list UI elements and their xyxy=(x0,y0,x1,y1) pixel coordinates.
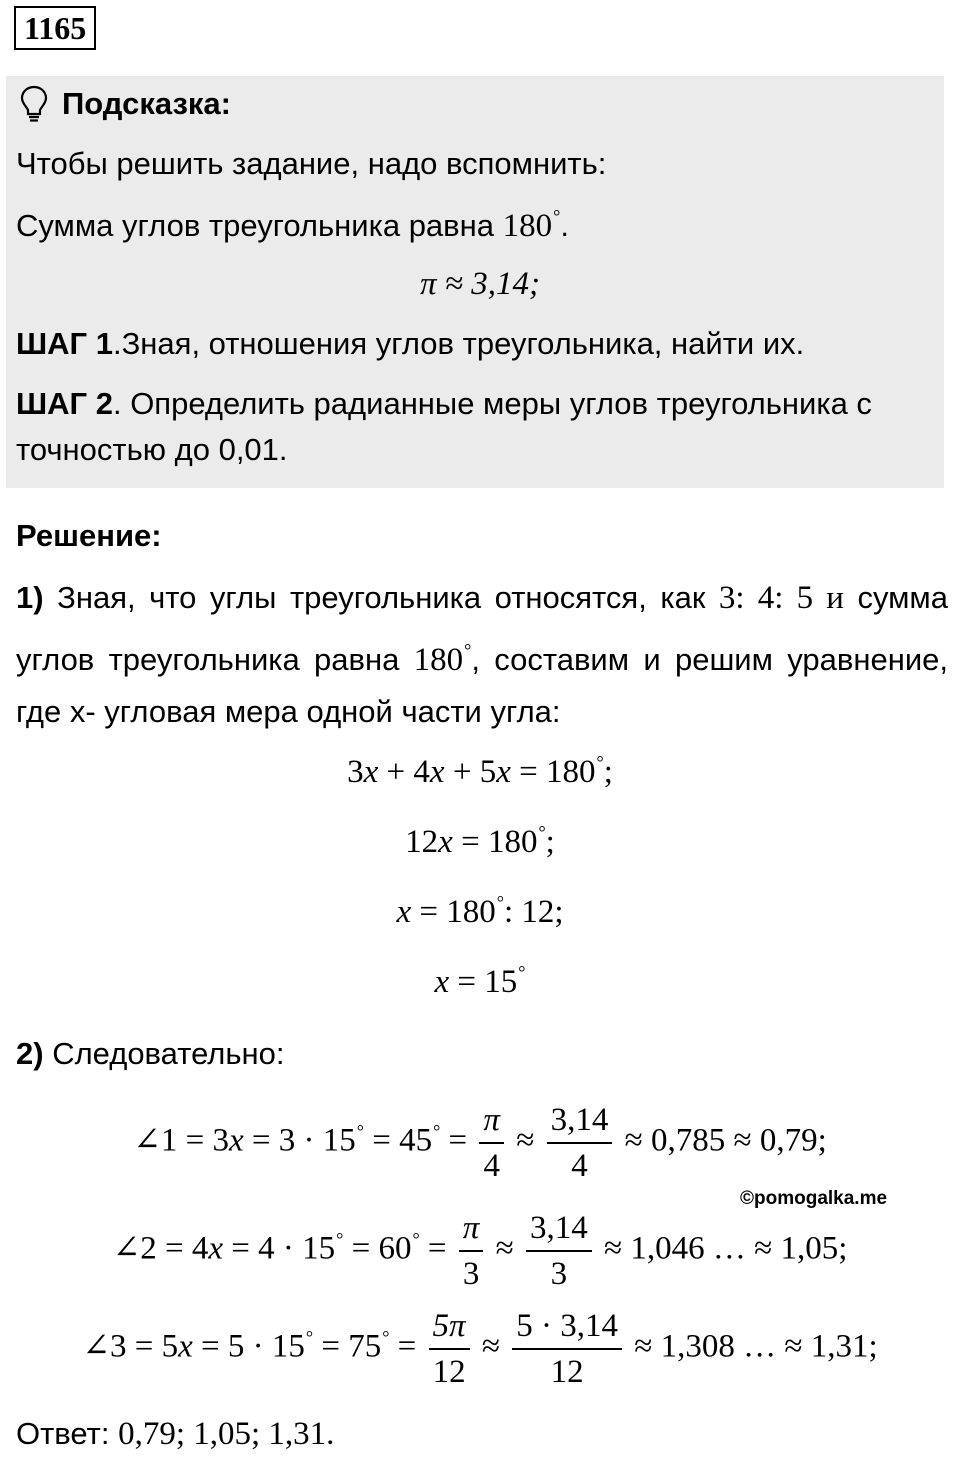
eq-part: = 5 · 15 xyxy=(192,1328,305,1365)
p1-text-c: , составим и решим уравнение, где х- угловая мера одной части угла: xyxy=(16,642,948,729)
degree-sign: ° xyxy=(382,1326,390,1347)
equation-1 xyxy=(0,752,960,791)
fraction xyxy=(459,1206,484,1296)
eq-var: x xyxy=(434,964,450,1000)
eq-part: = 45 xyxy=(363,1122,433,1159)
degree-sign: ° xyxy=(496,892,504,912)
numerator: 5π xyxy=(432,1308,466,1344)
answer-label: Ответ: xyxy=(16,1416,119,1451)
eq-part: ≈ 1,308 … ≈ 1,31; xyxy=(625,1328,878,1365)
eq-part: = 180 xyxy=(510,754,596,790)
equation-4 xyxy=(0,962,960,1001)
hint-line2-text: Сумма углов треугольника равна xyxy=(16,208,503,243)
eq-part: = xyxy=(389,1328,425,1365)
task-number: 1165 xyxy=(14,6,96,50)
hint-step2-cont: точностью до 0,01. xyxy=(16,432,288,467)
solution-paragraph-2 xyxy=(16,1036,285,1072)
fraction xyxy=(526,1206,592,1296)
denominator: 12 xyxy=(429,1348,470,1394)
eq-part: ∠1 = 3 xyxy=(133,1122,229,1159)
answer xyxy=(16,1416,334,1453)
eq-part: : 12; xyxy=(503,894,564,930)
degree-sign: ° xyxy=(518,962,526,982)
answer-value: 0,79; 1,05; 1,31. xyxy=(118,1416,335,1452)
equation-3 xyxy=(0,892,960,931)
eq-part: ≈ xyxy=(487,1230,522,1267)
eq-var: x xyxy=(208,1230,224,1267)
eq-part: 3 xyxy=(347,754,364,790)
eq-part: = 180 xyxy=(411,894,496,930)
eq-part: = 4 · 15 xyxy=(223,1230,336,1267)
eq-part: ≈ xyxy=(473,1328,509,1365)
eq-part: ∠2 = 4 xyxy=(112,1230,209,1267)
degree-sign: ° xyxy=(336,1228,344,1249)
eq-part: + 5 xyxy=(444,754,497,790)
eq-part: 12 xyxy=(405,824,439,860)
angle-1-equation xyxy=(0,1098,960,1188)
degree-sign: ° xyxy=(305,1326,314,1347)
solution-paragraph-1 xyxy=(16,572,948,738)
angle-3-equation xyxy=(0,1304,960,1394)
fraction xyxy=(479,1098,504,1188)
hint-line1: Чтобы решить задание, надо вспомнить: xyxy=(16,146,607,181)
lightbulb-icon xyxy=(18,84,50,124)
hint-title: Подсказка: xyxy=(62,86,231,121)
eq-part: = 15 xyxy=(449,964,518,1000)
eq-part: ; xyxy=(545,824,555,860)
p1-text-b: сумма углов треугольника равна xyxy=(16,580,948,677)
eq-part: + 4 xyxy=(378,754,430,790)
solution-title: Решение: xyxy=(16,518,162,553)
eq-part: = 180 xyxy=(452,824,538,860)
hint-step2 xyxy=(16,386,872,422)
watermark: ©pomogalka.me xyxy=(740,1188,888,1209)
eq-part: = xyxy=(419,1230,455,1267)
eq-var: x xyxy=(396,894,412,930)
p1-value: 180 xyxy=(413,642,464,678)
eq-var: x xyxy=(178,1328,193,1365)
fraction xyxy=(547,1098,613,1188)
numerator: 3,14 xyxy=(550,1102,609,1138)
eq-part: ≈ 1,046 … ≈ 1,05; xyxy=(595,1230,848,1267)
eq-part: = 75 xyxy=(313,1328,382,1365)
pi-approximation: π ≈ 3,14; xyxy=(420,266,540,302)
denominator: 3 xyxy=(526,1250,592,1296)
eq-var: x xyxy=(229,1122,244,1159)
p2-label: 2) xyxy=(16,1036,44,1071)
fraction xyxy=(512,1304,622,1394)
numerator: 3,14 xyxy=(529,1210,588,1246)
denominator: 12 xyxy=(512,1348,622,1394)
eq-part: ; xyxy=(603,754,613,790)
eq-part: ≈ xyxy=(507,1122,543,1159)
fraction xyxy=(429,1304,470,1394)
eq-part: = 60 xyxy=(343,1230,412,1267)
denominator: 4 xyxy=(547,1142,613,1188)
eq-part: = 3 · 15 xyxy=(243,1122,356,1159)
numerator: 5 · 3,14 xyxy=(516,1308,618,1344)
p2-text: Следовательно: xyxy=(43,1036,285,1071)
degree-sign: ° xyxy=(412,1228,420,1249)
degree-sign: ° xyxy=(464,640,472,660)
equation-2 xyxy=(0,822,960,861)
hint-line2 xyxy=(16,206,569,245)
hint-step1 xyxy=(16,326,804,362)
eq-var: x xyxy=(496,754,511,790)
eq-var: x xyxy=(429,754,445,790)
degree-sign: ° xyxy=(433,1120,441,1141)
degree-sign: ° xyxy=(596,752,604,772)
denominator: 3 xyxy=(459,1250,484,1296)
numerator: π xyxy=(483,1102,500,1138)
p1-label: 1) xyxy=(16,580,44,615)
numerator: π xyxy=(462,1210,480,1246)
p1-ratio: 3: 4: 5 и xyxy=(718,580,844,616)
step1-label: ШАГ 1 xyxy=(16,326,113,361)
step2-label: ШАГ 2 xyxy=(16,386,113,421)
hint-angle-sum: 180 xyxy=(502,208,553,244)
step2-text: . Определить радианные меры углов треугольника с xyxy=(112,386,872,421)
denominator: 4 xyxy=(479,1142,504,1188)
hint-line2-end: . xyxy=(560,208,569,243)
eq-part: = xyxy=(440,1122,476,1159)
eq-part: ∠3 = 5 xyxy=(82,1328,179,1365)
p1-text-a: Зная, что углы треугольника относятся, как xyxy=(43,580,719,615)
degree-sign: ° xyxy=(553,206,561,226)
angle-2-equation xyxy=(0,1206,960,1296)
degree-sign: ° xyxy=(538,822,546,842)
eq-part: ≈ 0,785 ≈ 0,79; xyxy=(616,1122,827,1159)
eq-var: x xyxy=(363,754,379,790)
step1-text: .Зная, отношения углов треугольника, найти их. xyxy=(112,326,805,361)
degree-sign: ° xyxy=(356,1120,364,1141)
eq-var: x xyxy=(438,824,453,860)
